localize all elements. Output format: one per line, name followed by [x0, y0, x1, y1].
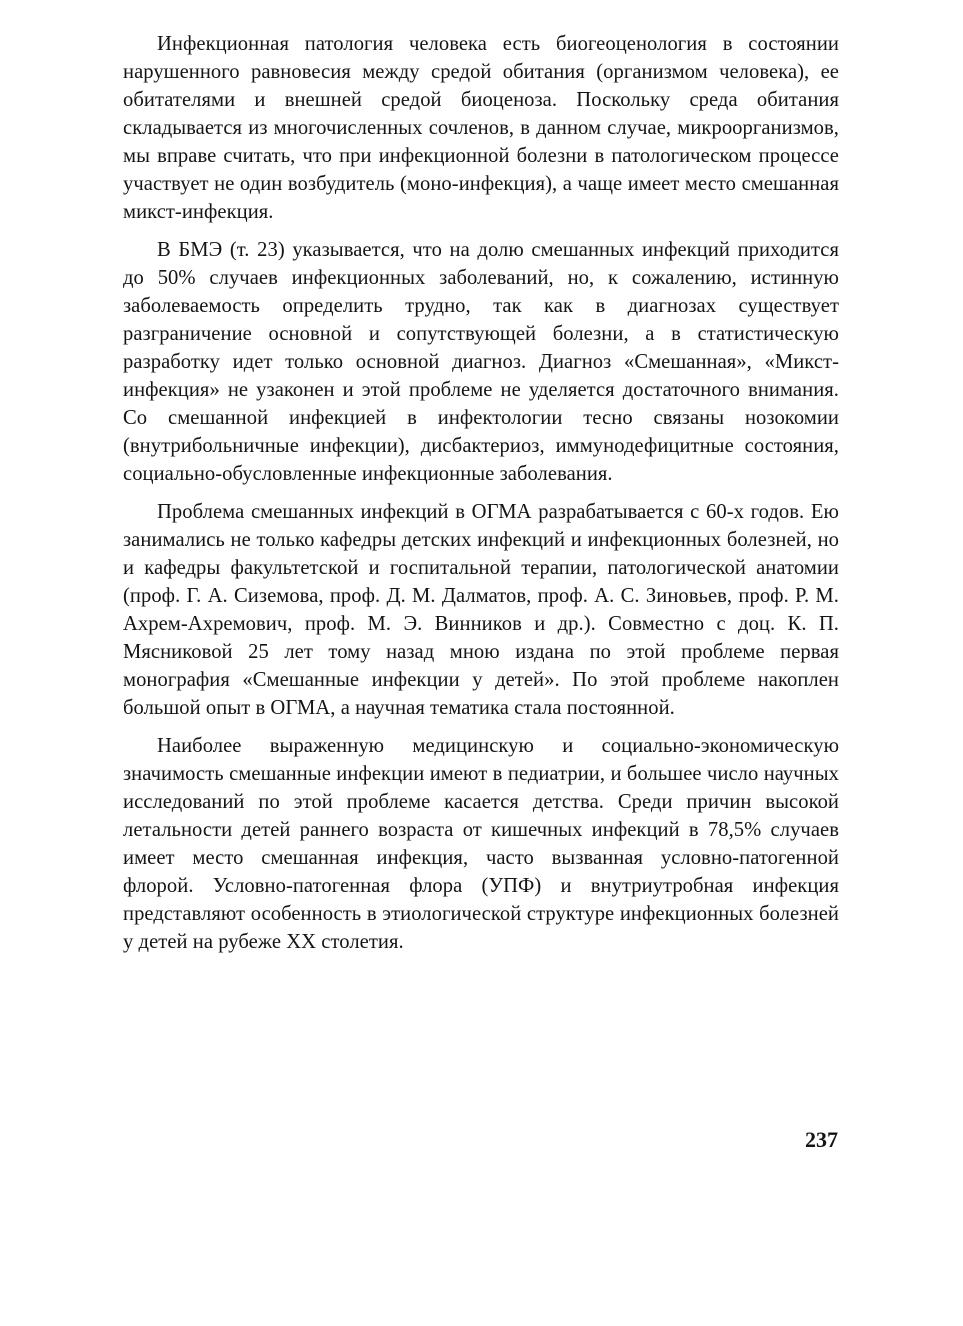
paragraph-3: Проблема смешанных инфекций в ОГМА разрабатывается с 60-х годов. Ею занимались не только кафедры детских инфекций и инфекционных болезней, но и кафедры факультетской и госпитальной терапии, патологической анатомии (проф. Г. А. Сиземова, проф. Д. М. Далматов, проф. А. С. Зиновьев, проф. Р. М. Ахрем-Ахремович, проф. М. Э. Винников и др.). Совместно с доц. К. П. Мясниковой 25 лет тому назад мною издана по этой проблеме первая монография «Смешанные инфекции у детей». По этой проблеме накоплен большой опыт в ОГМА, а научная тематика стала постоянной. — [123, 501, 839, 719]
paragraph-2: В БМЭ (т. 23) указывается, что на долю смешанных инфекций приходится до 50% случаев инфекционных заболеваний, но, к сожалению, истинную заболеваемость определить трудно, так как в диагнозах существует разграничение основной и сопутствующей болезни, а в статистическую разработку идет только основной диагноз. Диагноз «Смешанная», «Микст-инфекция» не узаконен и этой проблеме не уделяется достаточного внимания. Со смешанной инфекцией в инфектологии тесно связаны нозокомии (внутрибольничные инфекции), дисбактериоз, иммунодефицитные состояния, социально-обусловленные инфекционные заболевания. — [123, 239, 839, 485]
document-page — [123, 30, 839, 966]
paragraph-4: Наиболее выраженную медицинскую и социально-экономическую значимость смешанные инфекции имеют в педиатрии, и большее число научных исследований по этой проблеме касается детства. Среди причин высокой летальности детей раннего возраста от кишечных инфекций в 78,5% случаев имеет место смешанная инфекция, часто вызванная условно-патогенной флорой. Условно-патогенная флора (УПФ) и внутриутробная инфекция представляют особенность в этиологической структуре инфекционных болезней у детей на рубеже XX столетия. — [123, 735, 839, 953]
paragraph-1: Инфекционная патология человека есть биогеоценология в состоянии нарушенного равновесия между средой обитания (организмом человека), ее обитателями и внешней средой биоценоза. Поскольку среда обитания складывается из многочисленных сочленов, в данном случае, микроорганизмов, мы вправе считать, что при инфекционной болезни в патологическом процессе участвует не один возбудитель (моно-инфекция), а чаще имеет место смешанная микст-инфекция. — [123, 33, 839, 223]
page-number: 237 — [805, 1127, 838, 1152]
